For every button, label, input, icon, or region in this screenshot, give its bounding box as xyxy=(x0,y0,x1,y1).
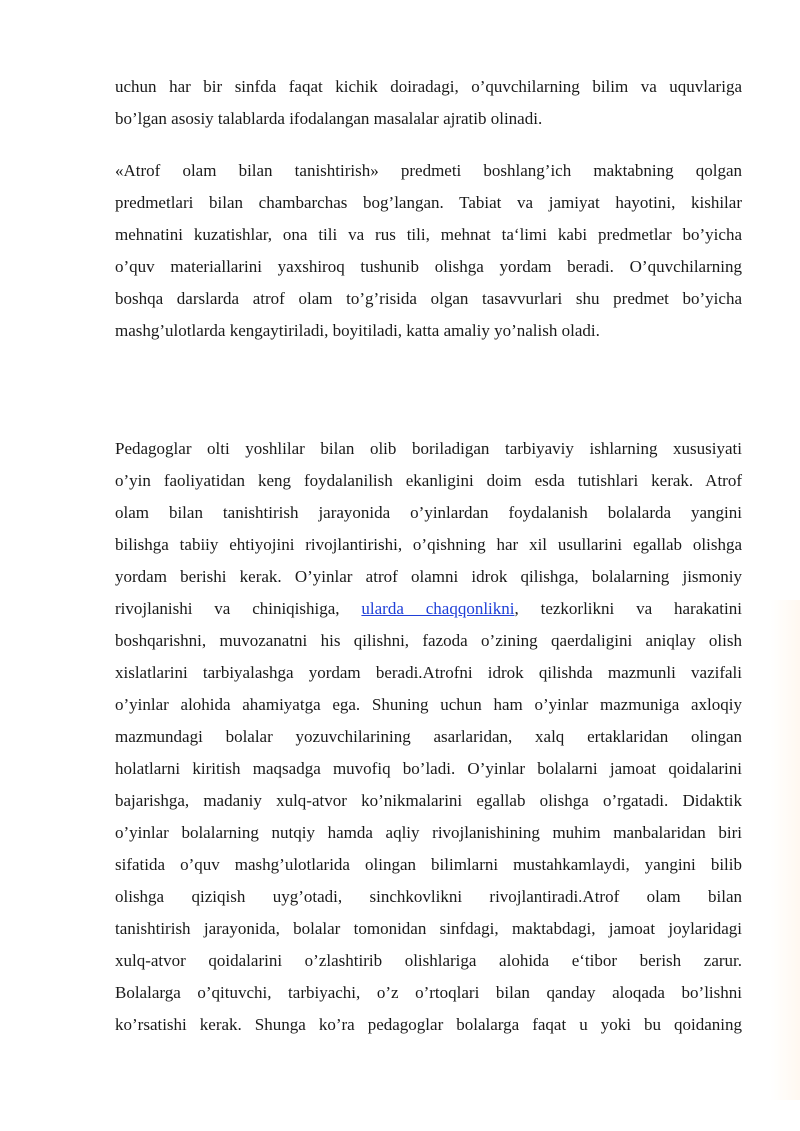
text-line: o’yinlar alohida ahamiyatga ega. Shuning uchun ham o’yinlar mazmuniga axloqiy xyxy=(115,695,742,714)
text-line: boshqa darslarda atrof olam to’g’risida olgan tasavvurlari shu predmet bo’yicha xyxy=(115,289,742,308)
text-line: xislatlarini tarbiyalashga yordam beradi.Atrofni idrok qilishda mazmunli vazifali xyxy=(115,663,742,682)
text-line: olishga qiziqish uyg’otadi, sinchkovlikni rivojlantiradi.Atrof olam bilan xyxy=(115,887,742,906)
text-line: o’quv materiallarini yaxshiroq tushunib olishga yordam beradi. O’quvchilarning xyxy=(115,257,742,276)
text-segment: rivojlanishi va chiniqishiga, xyxy=(115,599,340,618)
text-line: olam bilan tanishtirish jarayonida o’yinlardan foydalanish bolalarda yangini xyxy=(115,503,742,522)
text-line: mazmundagi bolalar yozuvchilarining asarlaridan, xalq ertaklaridan olingan xyxy=(115,727,742,746)
inline-link[interactable]: ularda chaqqonlikni xyxy=(361,599,515,618)
text-line: o’yin faoliyatidan keng foydalanilish ekanligini doim esda tutishlari kerak. Atrof xyxy=(115,471,742,490)
text-line: yordam berishi kerak. O’yinlar atrof olamni idrok qilishga, bolalarning jismoniy xyxy=(115,567,742,586)
text-line: bilishga tabiiy ehtiyojini rivojlantirishi, o’qishning har xil usullarini egallab olishga xyxy=(115,535,742,554)
text-line: «Atrof olam bilan tanishtirish» predmeti boshlang’ich maktabning qolgan xyxy=(115,161,742,180)
text-segment: , tezkorlikni va harakatini xyxy=(514,599,742,618)
paragraph-3 xyxy=(115,433,742,1041)
page-edge-shading xyxy=(770,600,800,1100)
text-line: predmetlari bilan chambarchas bog’langan. Tabiat va jamiyat hayotini, kishilar xyxy=(115,193,742,212)
text-line: mehnatini kuzatishlar, ona tili va rus tili, mehnat ta‘limi kabi predmetlar bo’yicha xyxy=(115,225,742,244)
text-line: holatlarni kiritish maqsadga muvofiq bo’ladi. O’yinlar bolalarni jamoat qoidalarini xyxy=(115,759,742,778)
text-line: uchun har bir sinfda faqat kichik doiradagi, o’quvchilarning bilim va uquvlariga xyxy=(115,77,742,96)
text-line: tanishtirish jarayonida, bolalar tomonidan sinfdagi, maktabdagi, jamoat joylaridagi xyxy=(115,919,742,938)
text-line: boshqarishni, muvozanatni his qilishni, fazoda o’zining qaerdaligini aniqlay olish xyxy=(115,631,742,650)
paragraph-2 xyxy=(115,155,742,347)
text-line: ko’rsatishi kerak. Shunga ko’ra pedagoglar bolalarga faqat u yoki bu qoidaning xyxy=(115,1015,742,1034)
text-line: Pedagoglar olti yoshlilar bilan olib boriladigan tarbiyaviy ishlarning xususiyati xyxy=(115,439,742,458)
link-line xyxy=(115,593,742,625)
text-line: bo’lgan asosiy talablarda ifodalangan masalalar ajratib olinadi. xyxy=(115,109,543,128)
text-line: Bolalarga o’qituvchi, tarbiyachi, o’z o’rtoqlari bilan qanday aloqada bo’lishni xyxy=(115,983,742,1002)
text-line: sifatida o’quv mashg’ulotlarida olingan bilimlarni mustahkamlaydi, yangini bilib xyxy=(115,855,742,874)
text-line: xulq-atvor qoidalarini o’zlashtirib olishlariga alohida e‘tibor berish zarur. xyxy=(115,951,742,970)
text-line: bajarishga, madaniy xulq-atvor ko’nikmalarini egallab olishga o’rgatadi. Didaktik xyxy=(115,791,742,810)
text-line: mashg’ulotlarda kengaytiriladi, boyitiladi, katta amaliy yo’nalish oladi. xyxy=(115,321,600,340)
text-line: o’yinlar bolalarning nutqiy hamda aqliy rivojlanishining muhim manbalaridan biri xyxy=(115,823,742,842)
paragraph-1 xyxy=(115,71,742,135)
